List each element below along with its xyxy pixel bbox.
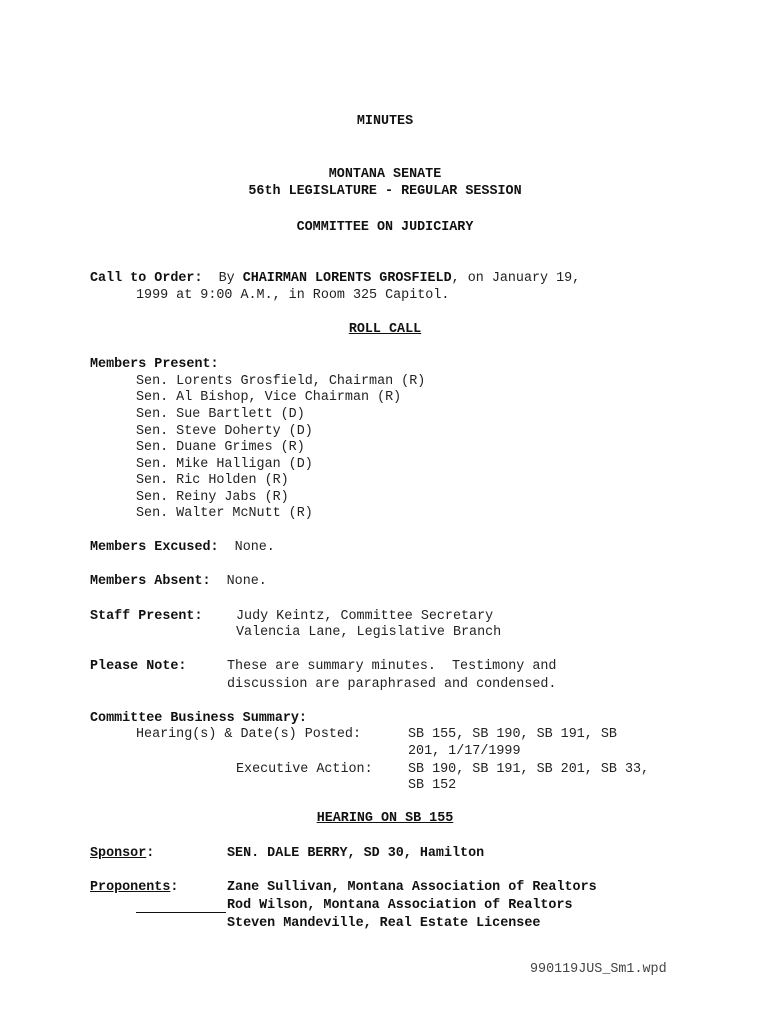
members-excused-label: Members Excused: [90,540,219,555]
hearings-posted-value: 201, 1/17/1999 [408,744,521,759]
proponent-rule [136,912,226,913]
member-item: Sen. Reiny Jabs (R) [136,490,289,505]
member-item: Sen. Duane Grimes (R) [136,440,305,455]
org-name: MONTANA SENATE [328,167,442,182]
member-item: Sen. Lorents Grosfield, Chairman (R) [136,374,426,389]
session-name: 56th LEGISLATURE - REGULAR SESSION [248,184,522,199]
staff-item: Judy Keintz, Committee Secretary [236,609,494,624]
business-summary-label: Committee Business Summary: [90,711,307,726]
proponent-item: Rod Wilson, Montana Association of Realtors [227,898,573,913]
members-excused-value: None. [234,540,275,555]
call-to-order-date: , on January 19, [451,271,581,286]
proponent-item: Zane Sullivan, Montana Association of Realtors [227,880,597,895]
hearings-posted-label: Hearing(s) & Date(s) Posted: [136,727,361,742]
staff-item: Valencia Lane, Legislative Branch [236,625,502,640]
please-note-line: discussion are paraphrased and condensed. [227,677,557,692]
member-item: Sen. Ric Holden (R) [136,473,289,488]
sponsor-colon: : [146,846,155,861]
proponents-label-text: Proponents [90,880,171,895]
executive-action-label: Executive Action: [236,762,373,777]
members-absent-value: None. [226,574,267,589]
call-to-order [90,270,580,287]
footer-filename: 990119JUS_Sm1.wpd [530,962,667,977]
members-present-label: Members Present: [90,357,219,372]
call-to-order-by: By [218,271,235,286]
member-item: Sen. Sue Bartlett (D) [136,407,305,422]
please-note-label: Please Note: [90,659,187,674]
call-to-order-label: Call to Order: [90,271,203,286]
executive-action-value: SB 152 [408,778,457,793]
members-absent-label: Members Absent: [90,574,211,589]
members-excused [90,539,275,556]
roll-call-heading: ROLL CALL [348,322,422,337]
member-item: Sen. Al Bishop, Vice Chairman (R) [136,390,402,405]
proponents-colon: : [170,880,179,895]
member-item: Sen. Steve Doherty (D) [136,424,313,439]
chairman-name: CHAIRMAN LORENTS GROSFIELD [242,271,452,286]
sponsor-name: SEN. DALE BERRY, SD 30, Hamilton [227,846,485,861]
hearings-posted-value: SB 155, SB 190, SB 191, SB [408,727,617,742]
committee-name: COMMITTEE ON JUDICIARY [296,220,474,235]
sponsor-label-text: Sponsor [90,846,147,861]
please-note-line: These are summary minutes. Testimony and [227,659,557,674]
member-item: Sen. Mike Halligan (D) [136,457,313,472]
proponent-item: Steven Mandeville, Real Estate Licensee [227,916,541,931]
executive-action-value: SB 190, SB 191, SB 201, SB 33, [408,762,650,777]
members-absent [90,573,267,590]
call-to-order-details: 1999 at 9:00 A.M., in Room 325 Capitol. [136,288,450,303]
hearing-heading: HEARING ON SB 155 [316,811,454,826]
proponents-label [90,879,178,896]
staff-present-label: Staff Present: [90,609,203,624]
sponsor-label [90,845,154,862]
document-title: MINUTES [356,114,414,129]
member-item: Sen. Walter McNutt (R) [136,506,313,521]
